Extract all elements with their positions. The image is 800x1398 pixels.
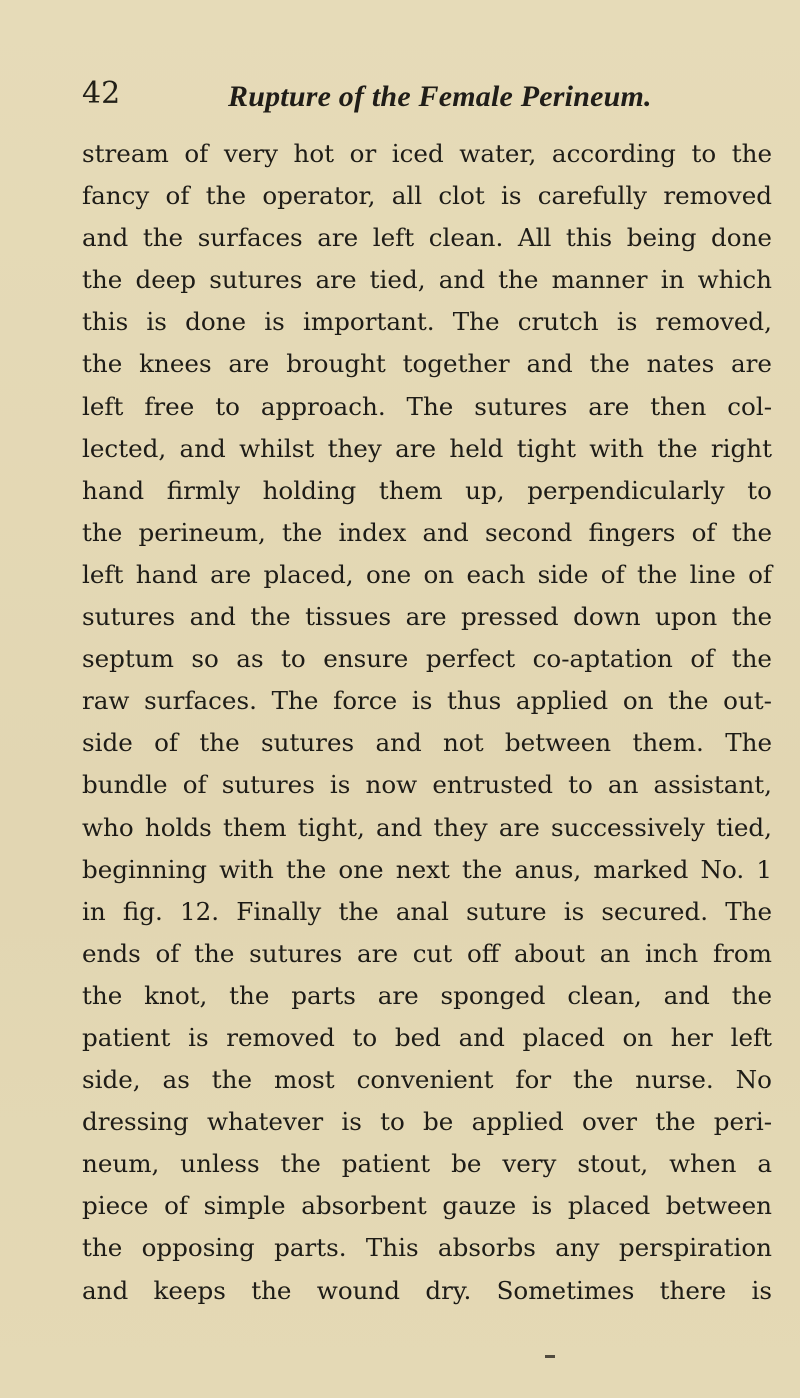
text-line: bundle of sutures is now entrusted to an assistant,: [82, 770, 772, 800]
page-number: 42: [82, 76, 121, 111]
text-line: left free to approach. The sutures are then col-: [82, 391, 772, 421]
text-line: side of the sutures and not between them. The: [82, 728, 772, 758]
text-line: and the surfaces are left clean. All this being done: [82, 223, 772, 253]
text-line: side, as the most convenient for the nurse. No: [82, 1065, 772, 1095]
text-line: in fig. 12. Finally the anal suture is secured. The: [82, 896, 772, 926]
page-header: [82, 74, 762, 124]
text-line: stream of very hot or iced water, according to the: [82, 139, 772, 168]
text-line: the deep sutures are tied, and the manner in which: [82, 265, 772, 295]
text-line: dressing whatever is to be applied over the peri-: [82, 1107, 772, 1137]
text-line: the perineum, the index and second fingers of the: [82, 517, 772, 547]
text-line: who holds them tight, and they are successively tied,: [82, 812, 772, 842]
text-line: neum, unless the patient be very stout, when a: [82, 1149, 772, 1179]
text-line: piece of simple absorbent gauze is placed between: [82, 1191, 772, 1221]
text-line: fancy of the operator, all clot is carefully removed: [82, 181, 772, 211]
text-line: ends of the sutures are cut off about an inch from: [82, 938, 772, 968]
body-text: [82, 133, 772, 1312]
text-line: septum so as to ensure perfect co-aptation of the: [82, 644, 772, 674]
text-line: the knees are brought together and the nates are: [82, 349, 772, 379]
text-line: lected, and whilst they are held tight with the right: [82, 433, 772, 463]
text-line: this is done is important. The crutch is removed,: [82, 307, 772, 337]
text-line: hand firmly holding them up, perpendicularly to: [82, 475, 772, 505]
text-line: patient is removed to bed and placed on her left: [82, 1022, 772, 1052]
running-title: Rupture of the Female Perineum.: [228, 80, 652, 113]
text-line: and keeps the wound dry. Sometimes there is: [82, 1275, 772, 1305]
text-line: sutures and the tissues are pressed down upon the: [82, 602, 772, 632]
text-line: the opposing parts. This absorbs any perspiration: [82, 1233, 772, 1263]
text-line: the knot, the parts are sponged clean, and the: [82, 980, 772, 1010]
text-line: beginning with the one next the anus, marked No. 1: [82, 854, 772, 884]
print-mark: [545, 1355, 555, 1358]
text-line: raw surfaces. The force is thus applied on the out-: [82, 686, 772, 716]
text-line: left hand are placed, one on each side of the line of: [82, 559, 772, 589]
